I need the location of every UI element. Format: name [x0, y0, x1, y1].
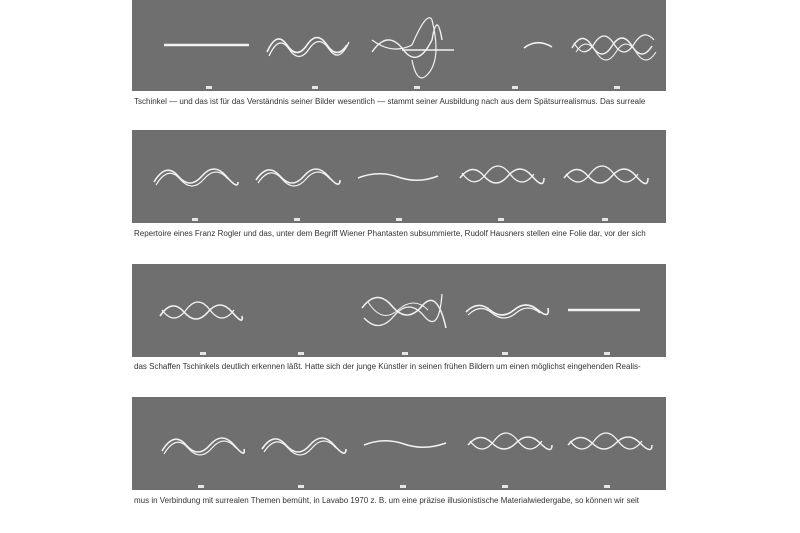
- trace-large-crossing: [362, 297, 446, 328]
- oscillogram-row-1: [132, 0, 666, 91]
- trace-large-lissajous: [372, 25, 442, 57]
- trace-small-arc: [524, 43, 552, 48]
- trace-low-wave: [358, 174, 438, 181]
- film-strip-3: [132, 264, 666, 357]
- oscillogram-row-3: [132, 264, 666, 357]
- caption-1: Tschinkel — und das ist für das Verständnis seiner Bilder wesentlich — stammt seiner Ausbildung nach aus dem Spätsurrealismus. Das surreale: [134, 97, 646, 106]
- caption-3: das Schaffen Tschinkels deutlich erkennen läßt. Hatte sich der junge Künstler in seinen frühen Bildern um einen möglichst eingehenden Realis-: [134, 362, 641, 371]
- trace-sine-double: [267, 38, 347, 53]
- film-strip-1: [132, 0, 666, 91]
- film-strip-2: [132, 130, 666, 223]
- caption-2: Repertoire eines Franz Rogler und das, unter dem Begriff Wiener Phantasten subsummierte, Rudolf Hausners stellen eine Folie dar, vor der sich: [134, 229, 646, 238]
- oscillogram-row-2: [132, 130, 666, 223]
- caption-4: mus in Verbindung mit surrealen Themen bemüht, in Lavabo 1970 z. B. um eine präzise illusionistische Materialwiedergabe, so können wir seit: [134, 496, 640, 505]
- film-strip-4: [132, 397, 666, 490]
- trace-sine-1: [162, 438, 244, 453]
- oscillogram-row-4: [132, 397, 666, 490]
- trace-low-wave: [364, 441, 446, 448]
